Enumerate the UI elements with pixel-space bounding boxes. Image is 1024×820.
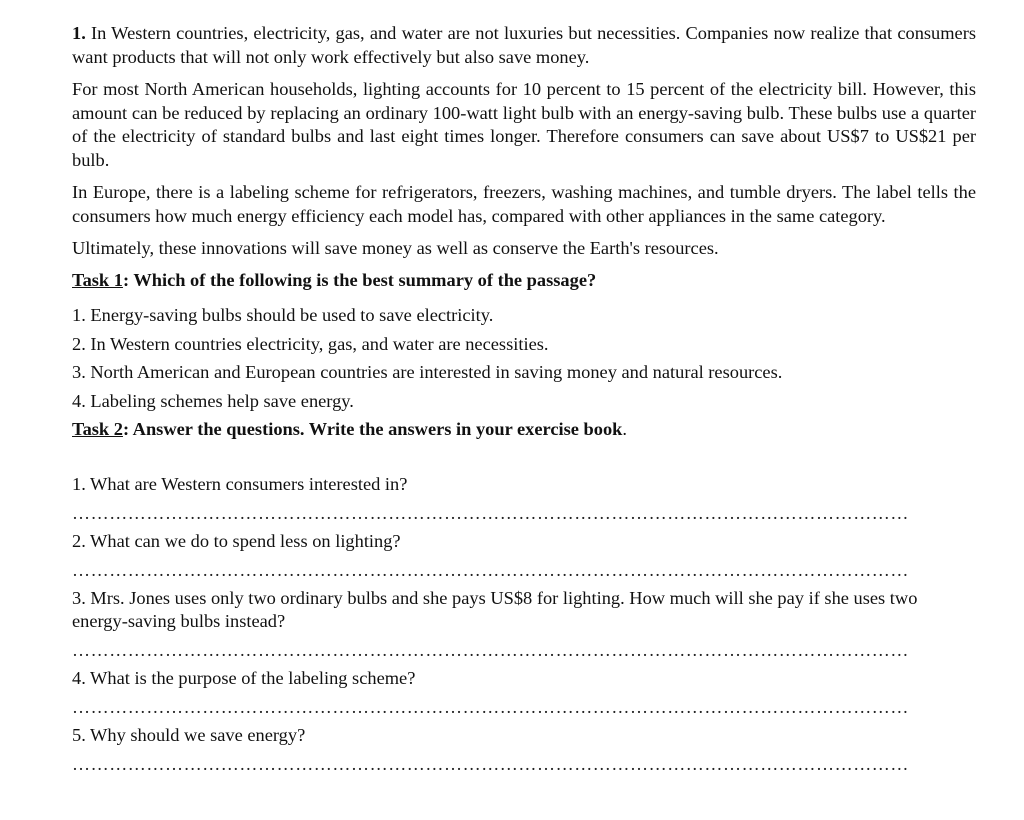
paragraph-text: In Western countries, electricity, gas, and water are not luxuries but necessities. Companies now realize that consumers want products that will not only work effectively but also save money. [72, 23, 976, 67]
passage-paragraph-1 [72, 22, 976, 69]
answer-line-2: ……………………………………………………………………………………………………………………… [72, 560, 909, 580]
task1-options [72, 301, 976, 415]
task1-label: Task 1 [72, 269, 123, 290]
answer-line-4: ……………………………………………………………………………………………………………………… [72, 697, 909, 717]
exercise-number: 1. [72, 23, 86, 43]
question-2: 2. What can we do to spend less on lighting? [72, 531, 401, 551]
passage-paragraph-3: In Europe, there is a labeling scheme for refrigerators, freezers, washing machines, and tumble dryers. The label tells the consumers how much energy efficiency each model has, compared with other appliances in the same category. [72, 182, 976, 226]
task1-prompt: : Which of the following is the best summary of the passage? [122, 269, 597, 290]
task1-option: 1. Energy-saving bulbs should be used to save electricity. [72, 305, 494, 325]
task2-prompt-period: . [622, 419, 628, 439]
answer-line-5: ……………………………………………………………………………………………………………………… [72, 754, 909, 774]
passage-paragraph-2: For most North American households, lighting accounts for 10 percent to 15 percent of the electricity bill. However, this amount can be reduced by replacing an ordinary 100-watt light bulb with an energy-saving bulb. These bulbs use a quarter of the electricity of standard bulbs and last eight times longer. Therefore consumers can save about US$7 to US$21 per bulb. [72, 79, 976, 170]
question-3: 3. Mrs. Jones uses only two ordinary bulbs and she pays US$8 for lighting. How much will she pay if she uses two energy-saving bulbs instead? [72, 588, 918, 631]
task2-prompt: : Answer the questions. Write the answers in your exercise book [122, 419, 623, 439]
task1-heading [72, 269, 976, 293]
question-5: 5. Why should we save energy? [72, 725, 306, 745]
question-1: 1. What are Western consumers interested in? [72, 474, 408, 494]
question-4: 4. What is the purpose of the labeling scheme? [72, 668, 416, 688]
task1-option: 4. Labeling schemes help save energy. [72, 390, 354, 411]
task2-questions [72, 473, 962, 781]
passage-paragraph-4: Ultimately, these innovations will save money as well as conserve the Earth's resources. [72, 238, 719, 258]
answer-line-1: ……………………………………………………………………………………………………………………… [72, 503, 909, 523]
worksheet-page [72, 22, 976, 781]
task1-option: 2. In Western countries electricity, gas, and water are necessities. [72, 333, 549, 354]
task2-heading [72, 415, 976, 443]
answer-line-3: ……………………………………………………………………………………………………………………… [72, 640, 909, 660]
task1-option: 3. North American and European countries are interested in saving money and natural resources. [72, 362, 783, 382]
task2-label: Task 2 [72, 419, 123, 439]
